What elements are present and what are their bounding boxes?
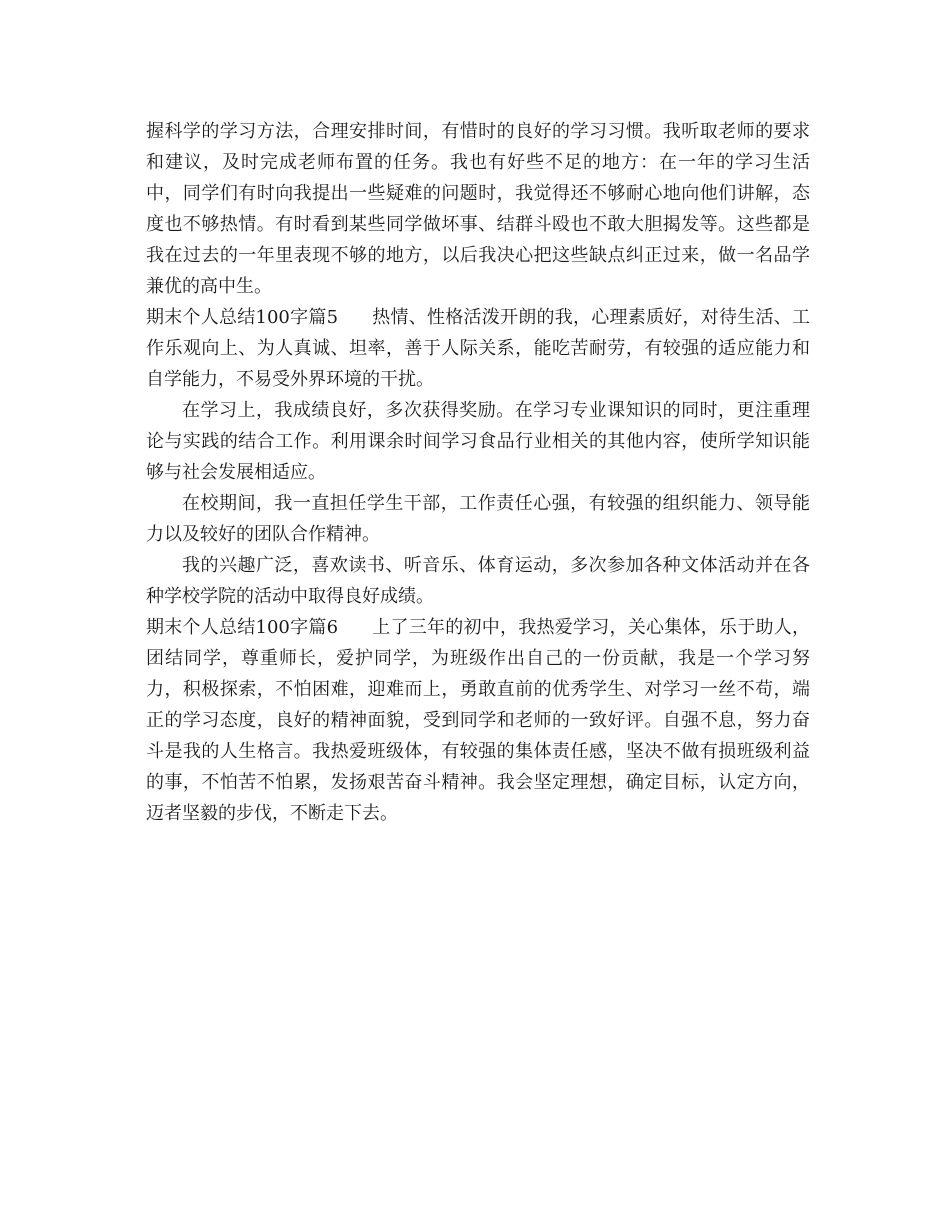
paragraph-study: 在学习上，我成绩良好，多次获得奖励。在学习专业课知识的同时，更注重理论与实践的结合工作。利用课余时间学习食品行业相关的其他内容，使所学知识能够与社会发展相适应。: [146, 400, 810, 483]
paragraph-continuation: 握科学的学习方法，合理安排时间，有惜时的良好的学习习惯。我听取老师的要求和建议，及时完成老师布置的任务。我也有好些不足的地方：在一年的学习生活中，同学们有时向我提出一些疑难的问题时，我觉得还不够耐心地向他们讲解，态度也不够热情。有时看到某些同学做坏事、结群斗殴也不敢大胆揭发等。这些都是我在过去的一年里表现不够的地方，以后我决心把这些缺点纠正过来，做一名品学兼优的高中生。: [146, 121, 810, 297]
paragraph-interests: 我的兴趣广泛，喜欢读书、听音乐、体育运动，多次参加各种文体活动并在各种学校学院的活动中取得良好成绩。: [146, 555, 810, 607]
section-heading-6: 期末个人总结100字篇6: [146, 617, 339, 638]
section-paragraph-6: [146, 612, 810, 829]
section-body-5: 热情、性格活泼开朗的我，心理素质好，对待生活、工作乐观向上、为人真诚、坦率，善于人际关系，能吃苦耐劳，有较强的适应能力和自学能力，不易受外界环境的干扰。: [146, 307, 810, 390]
document-body: [146, 116, 810, 829]
paragraph-school-period: 在校期间，我一直担任学生干部，工作责任心强，有较强的组织能力、领导能力以及较好的团队合作精神。: [146, 493, 810, 545]
section-paragraph-5: [146, 302, 810, 395]
section-body-6: 上了三年的初中，我热爱学习，关心集体，乐于助人，团结同学，尊重师长，爱护同学，为班级作出自己的一份贡献，我是一个学习努力，积极探索，不怕困难，迎难而上，勇敢直前的优秀学生、对学习一丝不苟，端正的学习态度，良好的精神面貌，受到同学和老师的一致好评。自强不息，努力奋斗是我的人生格言。我热爱班级体，有较强的集体责任感，坚决不做有损班级利益的事，不怕苦不怕累，发扬艰苦奋斗精神。我会坚定理想，确定目标，认定方向，迈者坚毅的步伐，不断走下去。: [146, 617, 810, 824]
section-heading-5: 期末个人总结100字篇5: [146, 307, 339, 328]
